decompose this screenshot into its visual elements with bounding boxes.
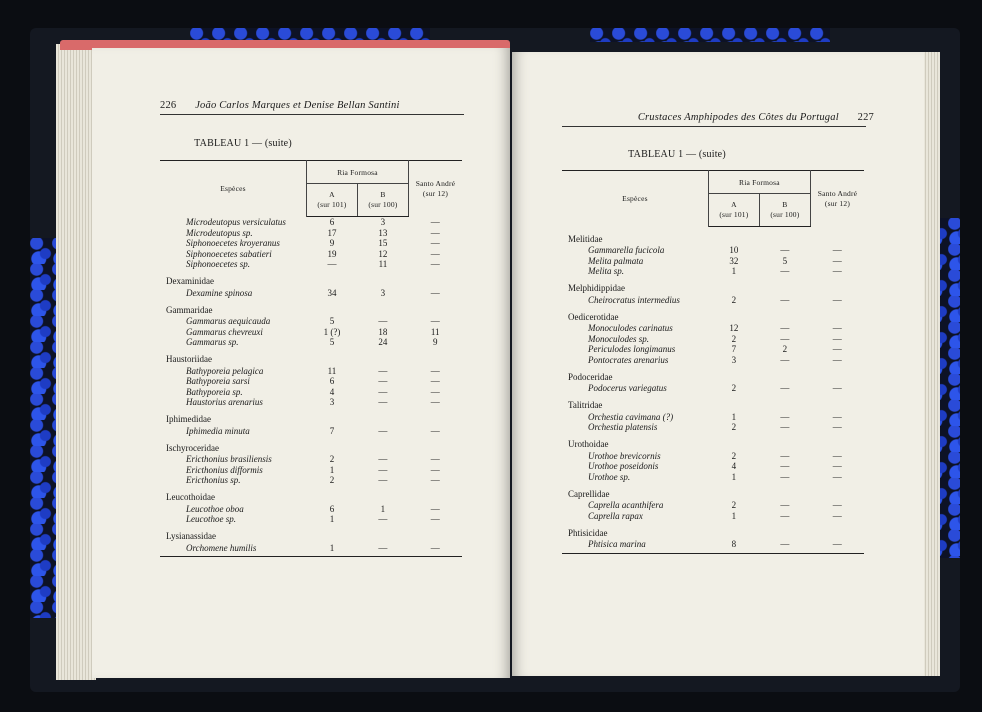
- species-name: Haustorius arenarius: [186, 397, 263, 407]
- value-santo-andre: —: [832, 461, 842, 471]
- value-a: 5: [329, 337, 335, 347]
- col-santo-andre: [810, 171, 864, 227]
- species-name: Bathyporeia pelagica: [186, 365, 264, 376]
- value-a: 32: [729, 255, 739, 266]
- page-number: 226: [160, 100, 177, 111]
- table-row: [160, 376, 462, 387]
- value-santo-andre: —: [430, 316, 440, 326]
- col-species: Espèces: [160, 161, 306, 217]
- family-row: [562, 433, 864, 451]
- family-row: [160, 486, 462, 504]
- value-santo-andre: —: [430, 514, 440, 524]
- col-b: [357, 184, 408, 217]
- value-santo-andre: —: [832, 344, 842, 354]
- value-santo-andre: —: [430, 248, 440, 259]
- value-santo-andre: —: [430, 259, 440, 269]
- value-b: —: [780, 294, 790, 305]
- value-b: —: [378, 386, 388, 397]
- value-santo-andre: —: [832, 471, 842, 482]
- species-name: Bathyporeia sarsi: [186, 376, 250, 386]
- family-name: Dexaminidae: [166, 276, 214, 287]
- value-a: 17: [327, 227, 337, 238]
- table-row: [160, 217, 462, 228]
- species-name: Melita palmata: [588, 255, 644, 266]
- species-name: Ericthonius brasiliensis: [186, 454, 272, 464]
- species-name: Leucothoe oboa: [186, 503, 244, 514]
- value-santo-andre: 11: [430, 326, 440, 337]
- value-b: 2: [782, 344, 788, 354]
- col-ria-formosa: Ria Formosa: [306, 161, 408, 184]
- value-a: 2: [731, 333, 737, 344]
- value-a: 7: [731, 344, 737, 354]
- table-row: [160, 543, 462, 557]
- family-name: Caprellidae: [568, 488, 610, 499]
- value-a: 3: [731, 354, 737, 365]
- table-row: [562, 539, 864, 553]
- value-a: 1: [731, 471, 737, 482]
- value-santo-andre: —: [832, 266, 842, 276]
- value-b: —: [378, 316, 388, 326]
- value-a: 9: [329, 238, 335, 248]
- value-a: 7: [329, 425, 335, 436]
- table-row: [562, 412, 864, 423]
- value-a: 2: [731, 383, 737, 393]
- table-row: [562, 266, 864, 277]
- left-page: [92, 48, 510, 678]
- family-row: [562, 482, 864, 500]
- value-b: —: [780, 323, 790, 333]
- table-row: [562, 500, 864, 511]
- table-row: [160, 238, 462, 249]
- species-name: Gammarus aequicauda: [186, 316, 271, 326]
- value-b: —: [780, 245, 790, 255]
- table-body-left: [160, 217, 462, 557]
- species-name: Podocerus variegatus: [588, 383, 667, 393]
- value-a: 1: [329, 464, 335, 475]
- value-a: 11: [327, 365, 337, 376]
- header-rule: [160, 114, 464, 115]
- family-name: Ischyroceridae: [166, 442, 219, 453]
- value-a: 2: [731, 294, 737, 305]
- species-name: Monoculodes carinatus: [588, 323, 673, 333]
- value-a: 6: [329, 376, 335, 386]
- value-a: 2: [731, 500, 737, 510]
- col-a: [708, 194, 759, 227]
- family-row: [160, 348, 462, 366]
- family-row: [160, 408, 462, 426]
- value-b: —: [378, 514, 388, 524]
- value-santo-andre: —: [810, 539, 864, 553]
- species-table-left: [160, 160, 462, 557]
- family-name: Iphimedidae: [166, 414, 211, 425]
- value-a: —: [327, 259, 337, 269]
- table-row: [160, 228, 462, 239]
- value-santo-andre: —: [430, 365, 440, 376]
- table-title: TABLEAU 1 — (suite): [194, 138, 292, 149]
- value-b: —: [780, 383, 790, 393]
- running-head-text: João Carlos Marques et Denise Bellan Santini: [195, 100, 400, 111]
- value-santo-andre: —: [430, 464, 440, 475]
- table-row: [562, 323, 864, 334]
- marbled-edge-top-right: [590, 28, 830, 42]
- value-santo-andre: —: [832, 500, 842, 510]
- species-name: Microdeutopus sp.: [186, 227, 253, 238]
- species-name: Urothoe sp.: [588, 471, 631, 482]
- col-a: [306, 184, 357, 217]
- family-row: [160, 270, 462, 288]
- family-name: Melphidippidae: [568, 283, 625, 294]
- value-b: —: [780, 422, 790, 432]
- species-name: Orchomene humilis: [160, 543, 306, 557]
- value-b: —: [378, 425, 388, 436]
- value-b: —: [780, 450, 790, 461]
- col-santo-andre-label: Santo André: [817, 188, 858, 198]
- species-name: Melita sp.: [588, 266, 624, 276]
- family-row: [562, 305, 864, 323]
- species-name: Bathyporeia sp.: [186, 386, 243, 397]
- value-b: —: [378, 464, 388, 475]
- family-name: Phtisicidae: [568, 527, 608, 538]
- col-santo-andre-sub: (sur 12): [824, 198, 851, 208]
- running-head-text: Crustaces Amphipodes des Côtes du Portugal: [637, 112, 839, 123]
- value-santo-andre: —: [832, 323, 842, 333]
- col-ria-formosa: Ria Formosa: [708, 171, 810, 194]
- col-b: [759, 194, 810, 227]
- species-table-right: [562, 170, 864, 554]
- value-a: 2: [329, 475, 335, 485]
- value-a: 19: [327, 248, 337, 259]
- table-row: [160, 387, 462, 398]
- species-name: Iphimedia minuta: [186, 425, 250, 436]
- species-name: Caprella acanthifera: [588, 500, 664, 510]
- value-b: —: [378, 454, 388, 464]
- value-b: —: [378, 365, 388, 376]
- species-name: Caprella rapax: [588, 510, 643, 521]
- col-a-sub: (sur 101): [317, 200, 347, 209]
- table-row: [160, 366, 462, 377]
- species-name: Orchestia cavimana (?): [588, 411, 674, 422]
- value-santo-andre: —: [408, 543, 462, 557]
- table-row: [562, 422, 864, 433]
- species-name: Ericthonius sp.: [186, 475, 241, 485]
- col-a-sub: (sur 101): [719, 210, 749, 219]
- header-rule: [562, 126, 866, 127]
- value-a: 5: [329, 316, 335, 326]
- col-santo-andre-sub: (sur 12): [422, 188, 449, 198]
- value-santo-andre: —: [430, 386, 440, 397]
- value-a: 4: [329, 386, 335, 397]
- species-name: Monoculodes sp.: [588, 333, 649, 344]
- species-name: Pontocrates arenarius: [588, 354, 669, 365]
- value-santo-andre: —: [430, 216, 440, 227]
- species-name: Gammarus chevreuxi: [186, 326, 263, 337]
- value-b: —: [780, 471, 790, 482]
- family-name: Podoceridae: [568, 371, 613, 382]
- species-name: Gammarella fucicola: [588, 245, 665, 255]
- family-row: [160, 436, 462, 454]
- table-row: [160, 454, 462, 465]
- value-santo-andre: —: [430, 503, 440, 514]
- value-santo-andre: —: [832, 510, 842, 521]
- value-b: —: [378, 397, 388, 407]
- value-a: 6: [329, 217, 335, 227]
- col-a-label: A: [731, 200, 737, 209]
- running-head-left: [160, 100, 460, 111]
- table-row: [562, 472, 864, 483]
- species-name: Microdeutopus versiculatus: [186, 216, 286, 227]
- table-row: [160, 514, 462, 525]
- value-b: 3: [380, 287, 386, 298]
- family-row: [562, 365, 864, 383]
- value-a: 1: [731, 510, 737, 521]
- species-name: Cheirocratus intermedius: [588, 294, 680, 305]
- species-name: Ericthonius difformis: [186, 464, 263, 475]
- value-b: —: [780, 354, 790, 365]
- value-santo-andre: —: [832, 255, 842, 266]
- col-a-label: A: [329, 190, 335, 199]
- value-a: 1: [731, 266, 737, 276]
- table-row: [160, 259, 462, 270]
- table-row: [160, 475, 462, 486]
- value-santo-andre: —: [832, 411, 842, 422]
- col-species: Espèces: [562, 171, 708, 227]
- value-b: —: [780, 510, 790, 521]
- value-b: —: [780, 411, 790, 422]
- family-row: [562, 277, 864, 295]
- family-name: Haustoriidae: [166, 354, 212, 365]
- table-row: [562, 461, 864, 472]
- col-b-sub: (sur 100): [368, 200, 398, 209]
- value-santo-andre: 9: [432, 337, 438, 347]
- table-row: [160, 465, 462, 476]
- value-a: 6: [329, 503, 335, 514]
- value-b: 12: [378, 248, 388, 259]
- value-a: 2: [329, 454, 335, 464]
- table-row: [160, 337, 462, 348]
- running-head-right: [618, 112, 874, 123]
- value-santo-andre: —: [832, 422, 842, 432]
- table-row: [160, 426, 462, 437]
- value-santo-andre: —: [430, 397, 440, 407]
- value-a: 12: [729, 323, 739, 333]
- value-santo-andre: —: [832, 450, 842, 461]
- table-row: [160, 316, 462, 327]
- value-santo-andre: —: [430, 425, 440, 436]
- species-name: Siphonoecetes sp.: [186, 259, 250, 269]
- species-name: Siphonoecetes sabatieri: [186, 248, 272, 259]
- value-santo-andre: —: [430, 238, 440, 248]
- table-row: [562, 295, 864, 306]
- value-santo-andre: —: [430, 475, 440, 485]
- value-b: 5: [782, 255, 788, 266]
- table-row: [562, 511, 864, 522]
- value-b: —: [378, 475, 388, 485]
- value-a: 8: [708, 539, 759, 553]
- value-b: —: [780, 500, 790, 510]
- table-row: [562, 355, 864, 366]
- table-body-right: [562, 227, 864, 554]
- value-b: 18: [378, 326, 388, 337]
- value-a: 2: [731, 450, 737, 461]
- family-row: [562, 227, 864, 246]
- family-name: Urothoidae: [568, 439, 609, 450]
- species-name: Siphonoecetes kroyeranus: [186, 238, 280, 248]
- family-name: Lysianassidae: [166, 531, 216, 542]
- family-row: [562, 521, 864, 539]
- species-name: Urothoe poseidonis: [588, 461, 659, 471]
- value-a: 10: [729, 245, 739, 255]
- family-row: [562, 394, 864, 412]
- value-b: 24: [378, 337, 388, 347]
- table-row: [160, 327, 462, 338]
- table-row: [562, 383, 864, 394]
- family-row: [160, 298, 462, 316]
- value-santo-andre: —: [832, 354, 842, 365]
- table-row: [562, 334, 864, 345]
- col-santo-andre-label: Santo André: [415, 178, 456, 188]
- value-a: 4: [731, 461, 737, 471]
- family-name: Leucothoidae: [166, 492, 215, 503]
- table-row: [160, 504, 462, 515]
- value-b: 15: [378, 238, 388, 248]
- value-a: 2: [731, 422, 737, 432]
- family-name: Melitidae: [568, 233, 603, 244]
- col-b-label: B: [782, 200, 788, 209]
- value-b: —: [759, 539, 810, 553]
- species-name: Orchestia platensis: [588, 422, 658, 432]
- table-row: [562, 256, 864, 267]
- value-santo-andre: —: [832, 294, 842, 305]
- value-santo-andre: —: [430, 227, 440, 238]
- family-name: Oedicerotidae: [568, 311, 619, 322]
- right-page: [512, 52, 924, 676]
- table-title: TABLEAU 1 — (suite): [628, 149, 726, 160]
- value-santo-andre: —: [430, 287, 440, 298]
- species-name: Periculodes longimanus: [588, 344, 676, 354]
- family-name: Talitridae: [568, 400, 603, 411]
- value-a: 1: [306, 543, 357, 557]
- family-name: Gammaridae: [166, 304, 213, 315]
- value-santo-andre: —: [832, 383, 842, 393]
- value-b: —: [357, 543, 408, 557]
- value-b: 11: [378, 259, 388, 269]
- value-a: 1: [731, 411, 737, 422]
- table-row: [562, 245, 864, 256]
- value-b: —: [780, 266, 790, 276]
- species-name: Leucothoe sp.: [186, 514, 236, 524]
- value-a: 1: [329, 514, 335, 524]
- table-row: [160, 249, 462, 260]
- value-b: 13: [378, 227, 388, 238]
- table-row: [562, 451, 864, 462]
- value-santo-andre: —: [430, 454, 440, 464]
- species-name: Urothoe brevicornis: [588, 450, 661, 461]
- value-b: —: [780, 461, 790, 471]
- value-b: 1: [380, 503, 386, 514]
- value-a: 1 (?): [323, 326, 341, 337]
- page-stack-left: [56, 44, 96, 680]
- col-b-sub: (sur 100): [770, 210, 800, 219]
- species-name: Dexamine spinosa: [186, 287, 253, 298]
- value-a: 3: [329, 397, 335, 407]
- family-row: [160, 525, 462, 543]
- value-santo-andre: —: [430, 376, 440, 386]
- value-santo-andre: —: [832, 333, 842, 344]
- value-b: —: [780, 333, 790, 344]
- value-santo-andre: —: [832, 245, 842, 255]
- value-a: 34: [327, 287, 337, 298]
- value-b: 3: [380, 217, 386, 227]
- col-b-label: B: [380, 190, 386, 199]
- species-name: Phtisica marina: [562, 539, 708, 553]
- col-santo-andre: [408, 161, 462, 217]
- table-row: [160, 288, 462, 299]
- table-row: [160, 397, 462, 408]
- species-name: Gammarus sp.: [186, 337, 239, 347]
- table-row: [562, 344, 864, 355]
- page-number: 227: [857, 112, 874, 123]
- value-b: —: [378, 376, 388, 386]
